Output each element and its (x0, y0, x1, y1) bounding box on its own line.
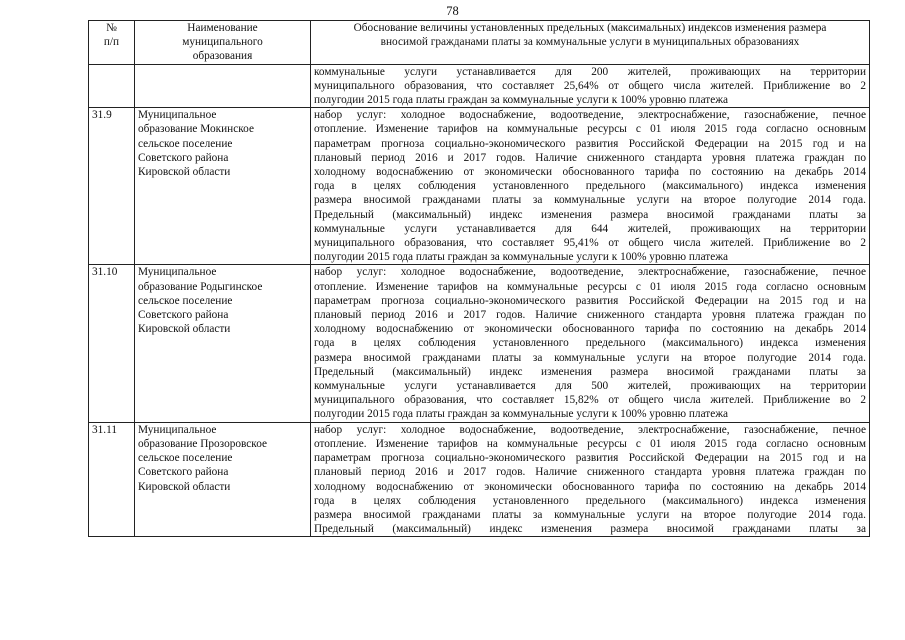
page-number: 78 (446, 4, 459, 18)
header-justification-line: вносимой гражданами платы за коммунальные услуги в муниципальных образованиях (380, 36, 800, 49)
table-row (89, 265, 870, 422)
header-municipality-line: муниципального (182, 36, 263, 49)
justification-line: параметрам прогноза социально-экономического развития Российской Федерации на 2015 год и на (314, 294, 866, 307)
municipality-name-line: Советского района (138, 309, 229, 322)
justification-text (311, 108, 870, 265)
justification-line: холодному водоснабжению от экономически обоснованного тарифа по состоянию на декабрь 2014 (314, 480, 866, 493)
justification-text (311, 265, 870, 422)
municipality-name-line: образование Мокинское (138, 123, 254, 136)
municipality-name-line: Кировской области (138, 323, 231, 336)
justification-line: отопление. Изменение тарифов на коммунальные ресурсы с 01 июля 2015 года согласно основным (314, 437, 866, 450)
justification-line: параметрам прогноза социально-экономического развития Российской Федерации на 2015 год и на (314, 137, 866, 150)
justification-line: коммунальные услуги устанавливается для 500 жителей, проживающих на территории (314, 380, 866, 393)
justification-line: отопление. Изменение тарифов на коммунальные ресурсы с 01 июля 2015 года согласно основным (314, 123, 866, 136)
justification-line: года в целях соблюдения установленного предельного (максимального) индекса изменения (314, 180, 866, 193)
header-justification (311, 21, 870, 65)
municipality-name-line: Кировской области (138, 166, 231, 179)
justification-text (311, 64, 870, 108)
municipality-name (135, 265, 311, 422)
justification-line: размера вносимой гражданами платы за коммунальные услуги на второе полугодие 2014 года. (314, 194, 866, 207)
justification-line: полугодии 2015 года платы граждан за коммунальные услуги к 100% уровню платежа (314, 408, 729, 421)
justification-line: набор услуг: холодное водоснабжение, водоотведение, электроснабжение, газоснабжение, печное (314, 109, 866, 122)
row-number: 31.10 (89, 265, 135, 422)
justification-line: холодному водоснабжению от экономически обоснованного тарифа по состоянию на декабрь 2014 (314, 323, 866, 336)
row-number (89, 64, 135, 108)
justification-line: набор услуг: холодное водоснабжение, водоотведение, электроснабжение, газоснабжение, печное (314, 423, 866, 436)
justification-line: полугодии 2015 года платы граждан за коммунальные услуги к 100% уровню платежа (314, 251, 729, 264)
municipality-name-line: образование Родыгинское (138, 280, 263, 293)
municipality-name-line: Советского района (138, 151, 229, 164)
justification-line: коммунальные услуги устанавливается для 200 жителей, проживающих на территории (314, 65, 866, 78)
municipality-name-line: Муниципальное (138, 109, 217, 122)
justification-line: муниципального образования, что составляет 95,41% от общего числа жителей. Приближение во 2 (314, 237, 866, 250)
justification-line: плановый период 2016 и 2017 годов. Наличие сниженного стандарта уровня платежа граждан по (314, 309, 866, 322)
municipality-name-line: Муниципальное (138, 423, 217, 436)
row-number: 31.11 (89, 422, 135, 537)
municipality-name (135, 64, 311, 108)
header-municipality (135, 21, 311, 65)
justification-line: Предельный (максимальный) индекс изменения размера вносимой гражданами платы за (314, 523, 866, 536)
table-row (89, 64, 870, 108)
justification-line: Предельный (максимальный) индекс изменения размера вносимой гражданами платы за (314, 365, 866, 378)
justification-line: набор услуг: холодное водоснабжение, водоотведение, электроснабжение, газоснабжение, печное (314, 266, 866, 279)
municipality-name-line: Муниципальное (138, 266, 217, 279)
justification-line: холодному водоснабжению от экономически обоснованного тарифа по состоянию на декабрь 2014 (314, 166, 866, 179)
justification-line: коммунальные услуги устанавливается для 644 жителей, проживающих на территории (314, 222, 866, 235)
justification-line: размера вносимой гражданами платы за коммунальные услуги на второе полугодие 2014 года. (314, 351, 866, 364)
municipality-name-line: образование Прозоровское (138, 437, 268, 450)
municipality-name (135, 422, 311, 537)
municipality-name-line: сельское поселение (138, 452, 233, 465)
justification-line: года в целях соблюдения установленного предельного (максимального) индекса изменения (314, 494, 866, 507)
justification-line: параметрам прогноза социально-экономического развития Российской Федерации на 2015 год и на (314, 452, 866, 465)
municipality-name-line: Советского района (138, 466, 229, 479)
justification-line: плановый период 2016 и 2017 годов. Наличие сниженного стандарта уровня платежа граждан по (314, 466, 866, 479)
justification-line: муниципального образования, что составляет 15,82% от общего числа жителей. Приближение во 2 (314, 394, 866, 407)
justification-line: плановый период 2016 и 2017 годов. Наличие сниженного стандарта уровня платежа граждан по (314, 151, 866, 164)
municipality-name-line: Кировской области (138, 480, 231, 493)
municipality-name-line: сельское поселение (138, 294, 233, 307)
table-row (89, 422, 870, 537)
table-header-row (89, 21, 870, 65)
justification-line: Предельный (максимальный) индекс изменения размера вносимой гражданами платы за (314, 208, 866, 221)
justification-line: года в целях соблюдения установленного предельного (максимального) индекса изменения (314, 337, 866, 350)
header-number-line: № (106, 22, 117, 34)
header-number (89, 21, 135, 65)
justification-line: муниципального образования, что составляет 25,64% от общего числа жителей. Приближение во 2 (314, 79, 866, 92)
header-municipality-line: Наименование (187, 22, 258, 34)
row-number: 31.9 (89, 108, 135, 265)
municipality-name (135, 108, 311, 265)
table-row (89, 108, 870, 265)
header-justification-line: Обоснование величины установленных предельных (максимальных) индексов изменения размера (353, 22, 827, 34)
header-municipality-line: образования (192, 50, 253, 63)
header-number-line: п/п (103, 36, 120, 49)
justification-line: размера вносимой гражданами платы за коммунальные услуги на второе полугодие 2014 года. (314, 508, 866, 521)
tariff-index-table (88, 20, 870, 537)
justification-line: полугодии 2015 года платы граждан за коммунальные услуги к 100% уровню платежа (314, 94, 729, 107)
justification-text (311, 422, 870, 537)
municipality-name-line: сельское поселение (138, 137, 233, 150)
justification-line: отопление. Изменение тарифов на коммунальные ресурсы с 01 июля 2015 года согласно основным (314, 280, 866, 293)
